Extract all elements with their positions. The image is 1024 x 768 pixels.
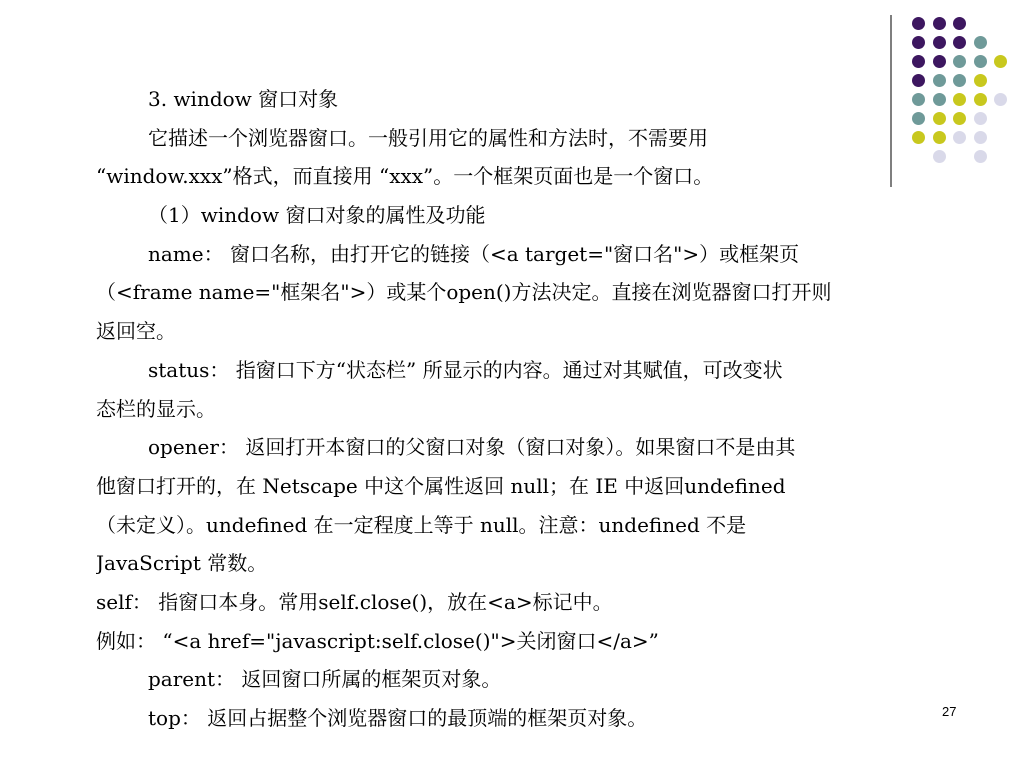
text-line: 他窗口打开的，在 Netscape 中这个属性返回 null；在 IE 中返回undefined xyxy=(96,473,786,498)
decorative-dot xyxy=(953,36,966,49)
text-line: 3. window 窗口对象 xyxy=(148,87,339,111)
text-line: （未定义）。undefined 在一定程度上等于 null。注意：undefined 不是 xyxy=(96,512,747,537)
text-line: parent： 返回窗口所属的框架页对象。 xyxy=(148,667,502,692)
text-line: JavaScript 常数。 xyxy=(96,551,268,576)
decorative-dot xyxy=(994,93,1007,106)
text-line: 返回空。 xyxy=(96,319,176,344)
text-line: name： 窗口名称，由打开它的链接（<a target="窗口名">）或框架页 xyxy=(148,241,800,266)
decorative-dot xyxy=(933,36,946,49)
decorative-dot xyxy=(933,17,946,30)
text-line: top： 返回占据整个浏览器窗口的最顶端的框架页对象。 xyxy=(148,706,648,730)
decorative-dot xyxy=(912,36,925,49)
decorative-dot xyxy=(974,36,987,49)
text-line: self： 指窗口本身。常用self.close()，放在<a>标记中。 xyxy=(96,589,613,614)
page-number: 27 xyxy=(942,704,957,719)
decorative-dot xyxy=(912,17,925,30)
text-line: （<frame name="框架名">）或某个open()方法决定。直接在浏览器窗口打开则 xyxy=(96,280,832,305)
decorative-dot xyxy=(912,55,925,68)
text-line: 态栏的显示。 xyxy=(96,396,216,421)
text-line: status： 指窗口下方“状态栏” 所显示的内容。通过对其赋值，可改变状 xyxy=(148,357,783,382)
decorative-dot xyxy=(933,55,946,68)
text-line: （1）window 窗口对象的属性及功能 xyxy=(148,203,486,228)
text-line: 它描述一个浏览器窗口。一般引用它的属性和方法时，不需要用 xyxy=(148,125,708,150)
decorative-dot xyxy=(953,55,966,68)
text-line: “window.xxx”格式，而直接用 “xxx”。一个框架页面也是一个窗口。 xyxy=(96,164,714,189)
slide-body xyxy=(96,80,991,738)
decorative-dot xyxy=(953,17,966,30)
text-line: 例如： “<a href="javascript:self.close()">关闭窗口</a>” xyxy=(96,628,659,653)
decorative-dot xyxy=(974,55,987,68)
decorative-dot xyxy=(994,55,1007,68)
text-line: opener： 返回打开本窗口的父窗口对象（窗口对象）。如果窗口不是由其 xyxy=(148,435,796,460)
